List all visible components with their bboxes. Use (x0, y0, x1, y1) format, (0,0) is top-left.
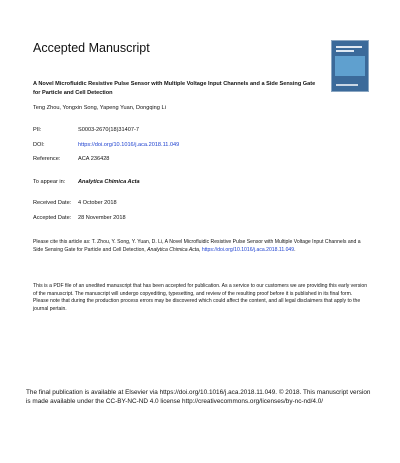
field-value: S0003-2670(18)31407-7 (78, 127, 139, 133)
page-heading: Accepted Manuscript (33, 41, 150, 55)
cover-band (335, 56, 365, 76)
citation-separator: , (199, 246, 202, 253)
field-value: Analytica Chimica Acta (78, 179, 140, 185)
field-label: Reference: (33, 156, 61, 162)
citation-journal: Analytica Chimica Acta (147, 246, 200, 253)
field-label: Received Date: (33, 200, 72, 206)
doi-link[interactable]: https://doi.org/10.1016/j.aca.2018.11.049 (78, 142, 180, 148)
footer-license-note: The final publication is available at Elsevier via https://doi.org/10.1016/j.aca.2018.11.049. © 2018. This manuscript version is made available under the CC-BY-NC-ND 4.0 license http://creativecommons.org/licenses/by-nc-nd/4.0/ (26, 389, 371, 406)
field-label: PII: (33, 127, 42, 133)
field-value: 28 November 2018 (78, 215, 126, 221)
citation-end: . (294, 246, 296, 253)
cover-text-line (336, 46, 362, 48)
disclaimer-paragraph: This is a PDF file of an unedited manuscript that has been accepted for publication. As a service to our customers we are providing this early version of the manuscript. The manuscript will undergo copyediting, typesetting, and review of the resulting proof before it is published in its final form. Please note that during the production process errors may be discovered which could affect the content, and all legal disclaimers that apply to the journal pertain. (33, 283, 368, 312)
article-authors: Teng Zhou, Yongxin Song, Yapeng Yuan, Dongqing Li (33, 105, 166, 111)
citation-text: Please cite this article as: T. Zhou, Y. Song, Y. Yuan, D. Li, A Novel Microfluidic Resistive Pulse Sensor with Multiple Voltage Input Channels and a Side Sensing Gate for Particle and Cell Detection, (33, 239, 361, 253)
article-title: A Novel Microfluidic Resistive Pulse Sensor with Multiple Voltage Input Channels and a Side Sensing Gate for Particle and Cell Detection (33, 81, 316, 96)
cover-text-line (336, 50, 354, 52)
field-label: Accepted Date: (33, 215, 72, 221)
field-value: ACA 236428 (78, 156, 110, 162)
journal-cover-thumbnail (331, 40, 369, 92)
field-value: 4 October 2018 (78, 200, 117, 206)
cover-text-line (336, 84, 358, 86)
citation-doi-link[interactable]: https://doi.org/10.1016/j.aca.2018.11.049 (201, 246, 295, 253)
field-label: DOI: (33, 142, 45, 148)
citation-paragraph (33, 239, 368, 254)
field-label: To appear in: (33, 179, 66, 185)
